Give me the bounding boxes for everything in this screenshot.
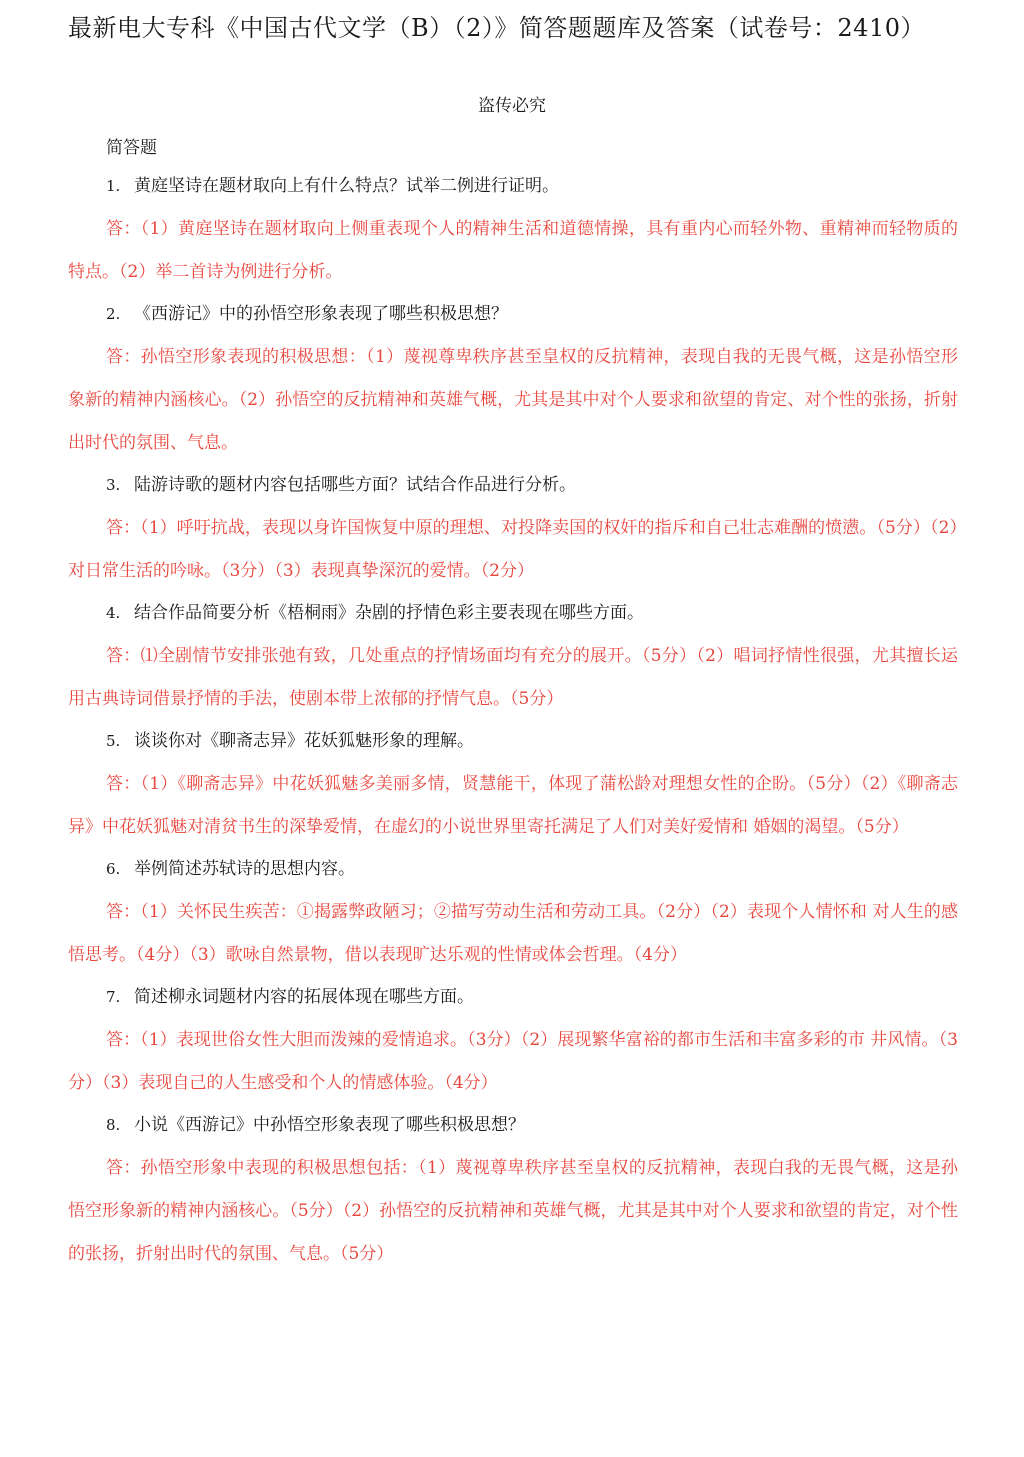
question-text: 小说《西游记》中孙悟空形象表现了哪些积极思想？: [134, 1115, 525, 1135]
qa-item-4: [68, 599, 958, 721]
question-number: 8.: [106, 1116, 121, 1134]
question-4: [68, 599, 958, 627]
question-text: 《西游记》中的孙悟空形象表现了哪些积极思想？: [134, 304, 508, 324]
document-subtitle: 盗传必究: [478, 96, 546, 116]
qa-item-5: [68, 727, 958, 849]
question-1: [68, 172, 958, 200]
qa-item-7: [68, 983, 958, 1105]
answer-7: 答：（1）表现世俗女性大胆而泼辣的爱情追求。（3分）（2）展现繁华富裕的都市生活和丰富多彩的市 井风情。（3分）（3）表现自己的人生感受和个人的情感体验。（4分）: [68, 1030, 958, 1093]
question-text: 黄庭坚诗在题材取向上有什么特点？试举二例进行证明。: [134, 176, 559, 196]
question-5: [68, 727, 958, 755]
qa-item-3: [68, 471, 958, 593]
question-2: [68, 300, 958, 328]
qa-item-1: [68, 172, 958, 294]
question-number: 6.: [106, 860, 121, 878]
question-number: 4.: [106, 604, 121, 622]
question-text: 结合作品简要分析《梧桐雨》杂剧的抒情色彩主要表现在哪些方面。: [134, 603, 644, 623]
answer-1: 答：（1）黄庭坚诗在题材取向上侧重表现个人的精神生活和道德情操，具有重内心而轻外物、重精神而轻物质的特点。（2）举二首诗为例进行分析。: [68, 219, 958, 282]
question-6: [68, 855, 958, 883]
question-7: [68, 983, 958, 1011]
qa-item-8: [68, 1111, 958, 1276]
document-title: 最新电大专科《中国古代文学（B）（2）》简答题题库及答案（试卷号：2410）: [68, 14, 925, 42]
question-3: [68, 471, 958, 499]
question-number: 7.: [106, 988, 121, 1006]
question-number: 1.: [106, 177, 121, 195]
qa-list: [68, 172, 958, 1282]
question-number: 3.: [106, 476, 121, 494]
answer-8: 答：孙悟空形象中表现的积极思想包括：（1）蔑视尊卑秩序甚至皇权的反抗精神，表现白我的无畏气概，这是孙悟空形象新的精神内涵核心。（5分）（2）孙悟空的反抗精神和英雄气概，尤其是其中对个人要求和欲望的肯定，对个性的张扬，折射出时代的氛围、气息。（5分）: [68, 1158, 958, 1264]
answer-6: 答：（1）关怀民生疾苦：①揭露弊政陋习；②描写劳动生活和劳动工具。（2分）（2）表现个人情怀和 对人生的感悟思考。（4分）（3）歌咏自然景物，借以表现旷达乐观的性情或体会哲理。（4分）: [68, 902, 958, 965]
question-8: [68, 1111, 958, 1139]
answer-4: 答：⑴全剧情节安排张弛有致，几处重点的抒情场面均有充分的展开。（5分）（2）唱词抒情性很强，尤其擅长运用古典诗词借景抒情的手法，使剧本带上浓郁的抒情气息。（5分）: [68, 646, 958, 709]
answer-2: 答：孙悟空形象表现的积极思想：（1）蔑视尊卑秩序甚至皇权的反抗精神，表现自我的无畏气概，这是孙悟空形象新的精神内涵核心。（2）孙悟空的反抗精神和英雄气概，尤其是其中对个人要求和欲望的肯定、对个性的张扬，折射出时代的氛围、气息。: [68, 347, 958, 453]
answer-3: 答：（1）呼吁抗战，表现以身许国恢复中原的理想、对投降卖国的权奸的指斥和自己壮志难酬的愤懑。（5分）（2）对日常生活的吟咏。（3分）（3）表现真挚深沉的爱情。（2分）: [68, 518, 958, 581]
answer-5: 答：（1）《聊斋志异》中花妖狐魅多美丽多情，贤慧能干，体现了蒲松龄对理想女性的企盼。（5分）（2）《聊斋志异》中花妖狐魅对清贫书生的深挚爱情，在虚幻的小说世界里寄托满足了人们对美好爱情和 婚姻的渴望。（5分）: [68, 774, 958, 837]
qa-item-2: [68, 300, 958, 465]
question-text: 简述柳永词题材内容的拓展体现在哪些方面。: [134, 987, 474, 1007]
question-text: 谈谈你对《聊斋志异》花妖狐魅形象的理解。: [134, 731, 474, 751]
question-text: 举例简述苏轼诗的思想内容。: [134, 859, 355, 879]
qa-item-6: [68, 855, 958, 977]
question-text: 陆游诗歌的题材内容包括哪些方面？试结合作品进行分析。: [134, 475, 576, 495]
question-number: 5.: [106, 732, 121, 750]
question-number: 2.: [106, 305, 121, 323]
section-heading: 简答题: [106, 138, 157, 158]
